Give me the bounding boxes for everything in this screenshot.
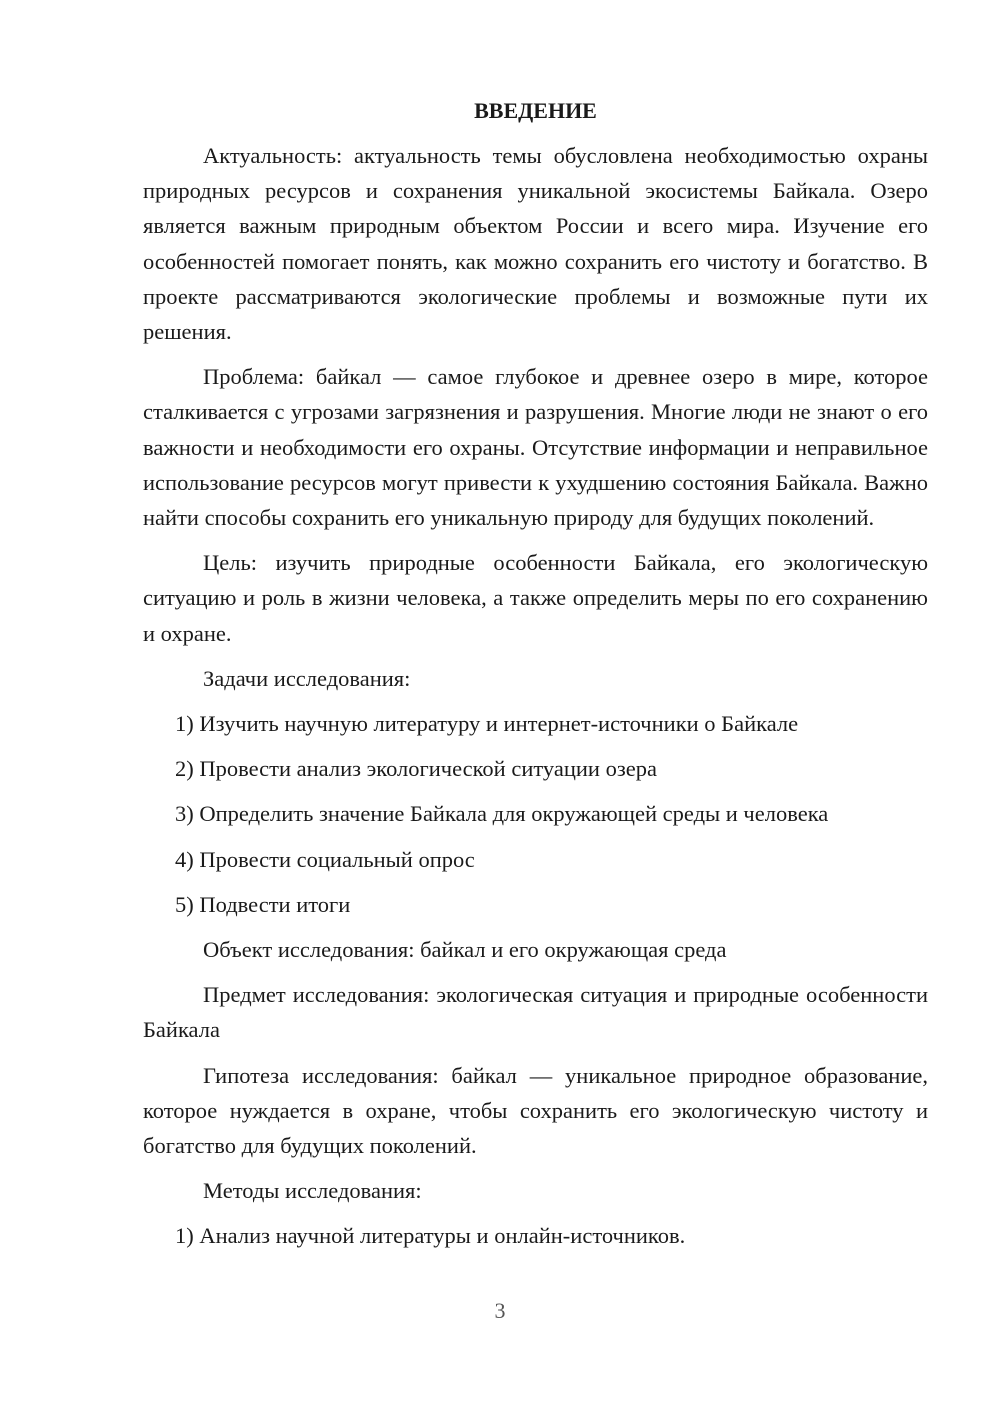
methods-heading: Методы исследования: bbox=[203, 1178, 422, 1204]
research-subject: Предмет исследования: экологическая ситуация и природные особенности Байкала bbox=[143, 982, 928, 1043]
research-object: Объект исследования: байкал и его окружающая среда bbox=[203, 937, 727, 963]
task-item: 5) Подвести итоги bbox=[175, 891, 351, 917]
paragraph-relevance: Актуальность: актуальность темы обусловлена необходимостью охраны природных ресурсов и сохранения уникальной экосистемы Байкала. Озеро является важным природным объектом России и всего мира. Изучение его особенностей помогает понять, как можно сохранить его чистоту и богатство. В проекте рассматриваются экологические проблемы и возможные пути их решения. bbox=[143, 143, 928, 345]
page-number: 3 bbox=[494, 1298, 506, 1323]
paragraph-problem: Проблема: байкал — самое глубокое и древнее озеро в мире, которое сталкивается с угрозами загрязнения и разрушения. Многие люди не знают о его важности и необходимости его охраны. Отсутствие информации и неправильное использование ресурсов могут привести к ухудшению состояния Байкала. Важно найти способы сохранить его уникальную природу для будущих поколений. bbox=[143, 364, 928, 531]
task-item: 1) Изучить научную литературу и интернет-источники о Байкале bbox=[175, 711, 799, 737]
research-hypothesis: Гипотеза исследования: байкал — уникальное природное образование, которое нуждается в охране, чтобы сохранить его экологическую чистоту и богатство для будущих поколений. bbox=[143, 1062, 928, 1159]
task-item: 3) Определить значение Байкала для окружающей среды и человека bbox=[175, 801, 829, 827]
task-item: 2) Провести анализ экологической ситуации озера bbox=[175, 756, 657, 782]
tasks-heading: Задачи исследования: bbox=[203, 665, 411, 691]
task-item: 4) Провести социальный опрос bbox=[175, 846, 475, 872]
paragraph-goal: Цель: изучить природные особенности Байкала, его экологическую ситуацию и роль в жизни человека, а также определить меры по его сохранению и охране. bbox=[143, 550, 928, 646]
method-item: 1) Анализ научной литературы и онлайн-источников. bbox=[175, 1223, 686, 1249]
text-column bbox=[143, 92, 928, 1264]
section-title: ВВЕДЕНИЕ bbox=[474, 98, 597, 123]
